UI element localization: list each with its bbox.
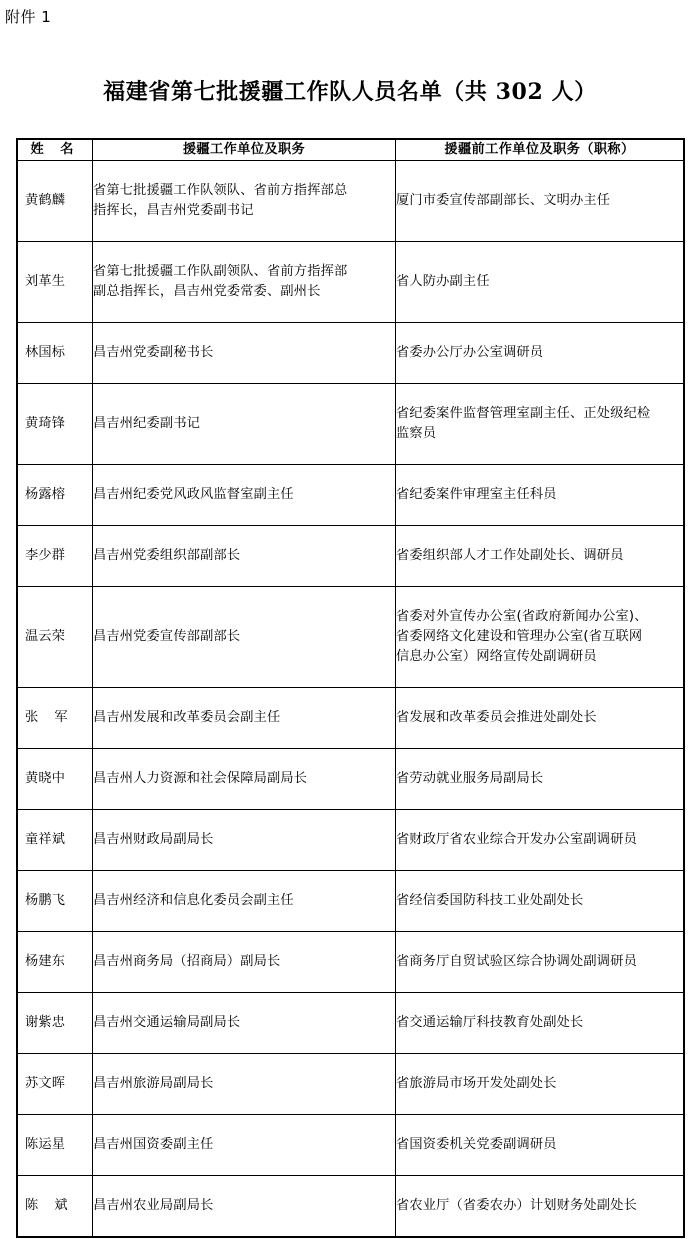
cell-assignment-post — [93, 384, 396, 465]
page-title: 福建省第七批援疆工作队人员名单（共 302 人） — [103, 78, 597, 105]
cell-prior-post-line: 省委对外宣传办公室(省政府新闻办公室)、 — [396, 609, 648, 624]
cell-assignment-post-line: 昌吉州党委副秘书长 — [93, 345, 214, 360]
cell-assignment-post — [93, 871, 396, 932]
table-row — [18, 688, 684, 749]
cell-prior-post — [396, 1176, 684, 1237]
cell-prior-post-line: 省委组织部人才工作处副处长、调研员 — [396, 548, 624, 563]
cell-name — [18, 688, 93, 749]
cell-prior-post-line: 省旅游局市场开发处副处长 — [396, 1076, 557, 1091]
cell-assignment-post-text — [93, 603, 395, 670]
cell-assignment-post-line: 指挥长，昌吉州党委副书记 — [93, 203, 254, 218]
person-name: 黄晓中 — [25, 771, 66, 786]
cell-prior-post — [396, 871, 684, 932]
cell-prior-post — [396, 749, 684, 810]
table-row — [18, 526, 684, 587]
column-header-prior-post: 援疆前工作单位及职务（职称） — [396, 140, 684, 161]
cell-prior-post-text — [396, 989, 683, 1056]
cell-prior-post-line: 省发展和改革委员会推进处副处长 — [396, 710, 597, 725]
cell-assignment-post-line: 省第七批援疆工作队副领队、省前方指挥部 — [93, 264, 348, 279]
cell-assignment-post — [93, 526, 396, 587]
cell-assignment-post-line: 昌吉州财政局副局长 — [93, 832, 214, 847]
cell-prior-post-line: 省经信委国防科技工业处副处长 — [396, 893, 584, 908]
cell-name — [18, 384, 93, 465]
column-header-post: 援疆工作单位及职务 — [93, 140, 396, 161]
cell-assignment-post — [93, 323, 396, 384]
cell-prior-post-text — [396, 380, 683, 467]
cell-assignment-post — [93, 749, 396, 810]
table-row — [18, 871, 684, 932]
cell-name — [18, 587, 93, 688]
cell-prior-post — [396, 932, 684, 993]
person-name: 苏文晖 — [25, 1076, 66, 1091]
table-row — [18, 384, 684, 465]
cell-prior-post-line: 省委办公厅办公室调研员 — [396, 345, 544, 360]
cell-prior-post-line: 省财政厅省农业综合开发办公室副调研员 — [396, 832, 637, 847]
cell-prior-post-line: 省纪委案件监督管理室副主任、正处级纪检 — [396, 406, 651, 421]
cell-assignment-post-text — [93, 1111, 395, 1178]
cell-prior-post — [396, 384, 684, 465]
table-row — [18, 810, 684, 871]
person-name: 陈运星 — [25, 1137, 66, 1152]
cell-prior-post-text — [396, 684, 683, 751]
cell-assignment-post — [93, 810, 396, 871]
cell-assignment-post-text — [93, 867, 395, 934]
person-name: 杨露榕 — [25, 487, 66, 502]
cell-prior-post-line: 监察员 — [396, 426, 437, 441]
cell-prior-post-text — [396, 461, 683, 528]
cell-assignment-post — [93, 932, 396, 993]
cell-prior-post-line: 省劳动就业服务局副局长 — [396, 771, 544, 786]
cell-assignment-post-text — [93, 684, 395, 751]
cell-assignment-post-line: 昌吉州发展和改革委员会副主任 — [93, 710, 281, 725]
person-name: 张 军 — [25, 710, 74, 725]
cell-assignment-post — [93, 242, 396, 323]
cell-name — [18, 932, 93, 993]
cell-assignment-post-line: 昌吉州旅游局副局长 — [93, 1076, 214, 1091]
cell-assignment-post-line: 省第七批援疆工作队领队、省前方指挥部总 — [93, 183, 348, 198]
table-row — [18, 587, 684, 688]
cell-assignment-post-text — [93, 157, 395, 244]
person-name: 温云荣 — [25, 629, 66, 644]
cell-prior-post — [396, 810, 684, 871]
table-row — [18, 323, 684, 384]
cell-assignment-post — [93, 993, 396, 1054]
person-name: 陈 斌 — [25, 1198, 74, 1213]
cell-prior-post-text — [396, 1111, 683, 1178]
cell-assignment-post-text — [93, 928, 395, 995]
table-header — [18, 140, 684, 161]
cell-assignment-post-line: 昌吉州经济和信息化委员会副主任 — [93, 893, 294, 908]
cell-prior-post-line: 省商务厅自贸试验区综合协调处副调研员 — [396, 954, 637, 969]
cell-prior-post-text — [396, 745, 683, 812]
roster-table — [17, 139, 684, 1237]
cell-prior-post-text — [396, 806, 683, 873]
cell-assignment-post — [93, 1115, 396, 1176]
cell-prior-post — [396, 323, 684, 384]
cell-assignment-post — [93, 465, 396, 526]
cell-name — [18, 810, 93, 871]
cell-prior-post-text — [396, 583, 683, 690]
cell-prior-post-line: 省交通运输厅科技教育处副处长 — [396, 1015, 584, 1030]
cell-prior-post-text — [396, 319, 683, 386]
cell-prior-post-text — [396, 1050, 683, 1117]
cell-assignment-post-line: 昌吉州党委组织部副部长 — [93, 548, 241, 563]
person-name: 刘革生 — [25, 274, 66, 289]
cell-prior-post-text — [396, 167, 683, 234]
cell-name — [18, 749, 93, 810]
cell-assignment-post — [93, 1054, 396, 1115]
cell-assignment-post-line: 昌吉州党委宣传部副部长 — [93, 629, 241, 644]
cell-assignment-post-text — [93, 390, 395, 457]
person-name: 杨鹏飞 — [25, 893, 66, 908]
cell-prior-post-line: 省人防办副主任 — [396, 274, 490, 289]
cell-prior-post-line: 省委网络文化建设和管理办公室(省互联网 — [396, 629, 643, 644]
person-name: 黄琦锋 — [25, 416, 66, 431]
table-row — [18, 993, 684, 1054]
cell-assignment-post-text — [93, 1172, 395, 1239]
cell-name — [18, 1054, 93, 1115]
cell-assignment-post-text — [93, 806, 395, 873]
cell-assignment-post — [93, 161, 396, 242]
cell-prior-post-text — [396, 928, 683, 995]
cell-prior-post — [396, 161, 684, 242]
cell-assignment-post-text — [93, 989, 395, 1056]
cell-prior-post-text — [396, 1172, 683, 1239]
cell-assignment-post-line: 昌吉州商务局（招商局）副局长 — [93, 954, 281, 969]
cell-assignment-post — [93, 688, 396, 749]
cell-prior-post-line: 厦门市委宣传部副部长、文明办主任 — [396, 193, 611, 208]
cell-prior-post — [396, 465, 684, 526]
table-row — [18, 465, 684, 526]
table-row — [18, 161, 684, 242]
column-header-name: 姓 名 — [18, 140, 93, 161]
cell-assignment-post-line: 昌吉州农业局副局长 — [93, 1198, 214, 1213]
cell-name — [18, 1176, 93, 1237]
cell-prior-post-line: 信息办公室）网络宣传处副调研员 — [396, 649, 597, 664]
table-row — [18, 1115, 684, 1176]
cell-assignment-post-text — [93, 319, 395, 386]
cell-prior-post-line: 省国资委机关党委副调研员 — [396, 1137, 557, 1152]
cell-assignment-post — [93, 1176, 396, 1237]
table-row — [18, 1054, 684, 1115]
cell-prior-post — [396, 1054, 684, 1115]
cell-assignment-post-text — [93, 745, 395, 812]
cell-prior-post-line: 省农业厅（省委农办）计划财务处副处长 — [396, 1198, 637, 1213]
roster-table-container — [17, 139, 683, 1237]
cell-assignment-post-line: 昌吉州国资委副主任 — [93, 1137, 214, 1152]
cell-assignment-post-text — [93, 1050, 395, 1117]
person-name: 黄鹤麟 — [25, 193, 66, 208]
table-row — [18, 242, 684, 323]
table-row — [18, 1176, 684, 1237]
cell-name — [18, 1115, 93, 1176]
cell-prior-post-text — [396, 522, 683, 589]
cell-assignment-post-line: 副总指挥长，昌吉州党委常委、副州长 — [93, 284, 321, 299]
table-body — [18, 161, 684, 1237]
table-row — [18, 932, 684, 993]
person-name: 谢紫忠 — [25, 1015, 66, 1030]
person-name: 童祥斌 — [25, 832, 66, 847]
cell-assignment-post-line: 昌吉州交通运输局副局长 — [93, 1015, 241, 1030]
cell-prior-post-text — [396, 248, 683, 315]
cell-assignment-post — [93, 587, 396, 688]
cell-prior-post — [396, 1115, 684, 1176]
cell-prior-post-text — [396, 867, 683, 934]
cell-name — [18, 993, 93, 1054]
attachment-label: 附件 1 — [5, 8, 52, 26]
cell-name — [18, 323, 93, 384]
cell-prior-post — [396, 993, 684, 1054]
cell-assignment-post-line: 昌吉州人力资源和社会保障局副局长 — [93, 771, 308, 786]
cell-prior-post-line: 省纪委案件审理室主任科员 — [396, 487, 557, 502]
person-name: 李少群 — [25, 548, 66, 563]
cell-name — [18, 526, 93, 587]
cell-prior-post — [396, 526, 684, 587]
cell-assignment-post-text — [93, 238, 395, 325]
table-header-row — [18, 140, 684, 161]
cell-prior-post — [396, 242, 684, 323]
cell-prior-post — [396, 587, 684, 688]
person-name: 林国标 — [25, 345, 66, 360]
cell-name — [18, 242, 93, 323]
cell-prior-post — [396, 688, 684, 749]
cell-assignment-post-text — [93, 522, 395, 589]
person-name: 杨建东 — [25, 954, 66, 969]
cell-assignment-post-line: 昌吉州纪委党风政风监督室副主任 — [93, 487, 294, 502]
cell-name — [18, 465, 93, 526]
table-row — [18, 749, 684, 810]
cell-assignment-post-text — [93, 461, 395, 528]
cell-assignment-post-line: 昌吉州纪委副书记 — [93, 416, 201, 431]
cell-name — [18, 871, 93, 932]
cell-name — [18, 161, 93, 242]
